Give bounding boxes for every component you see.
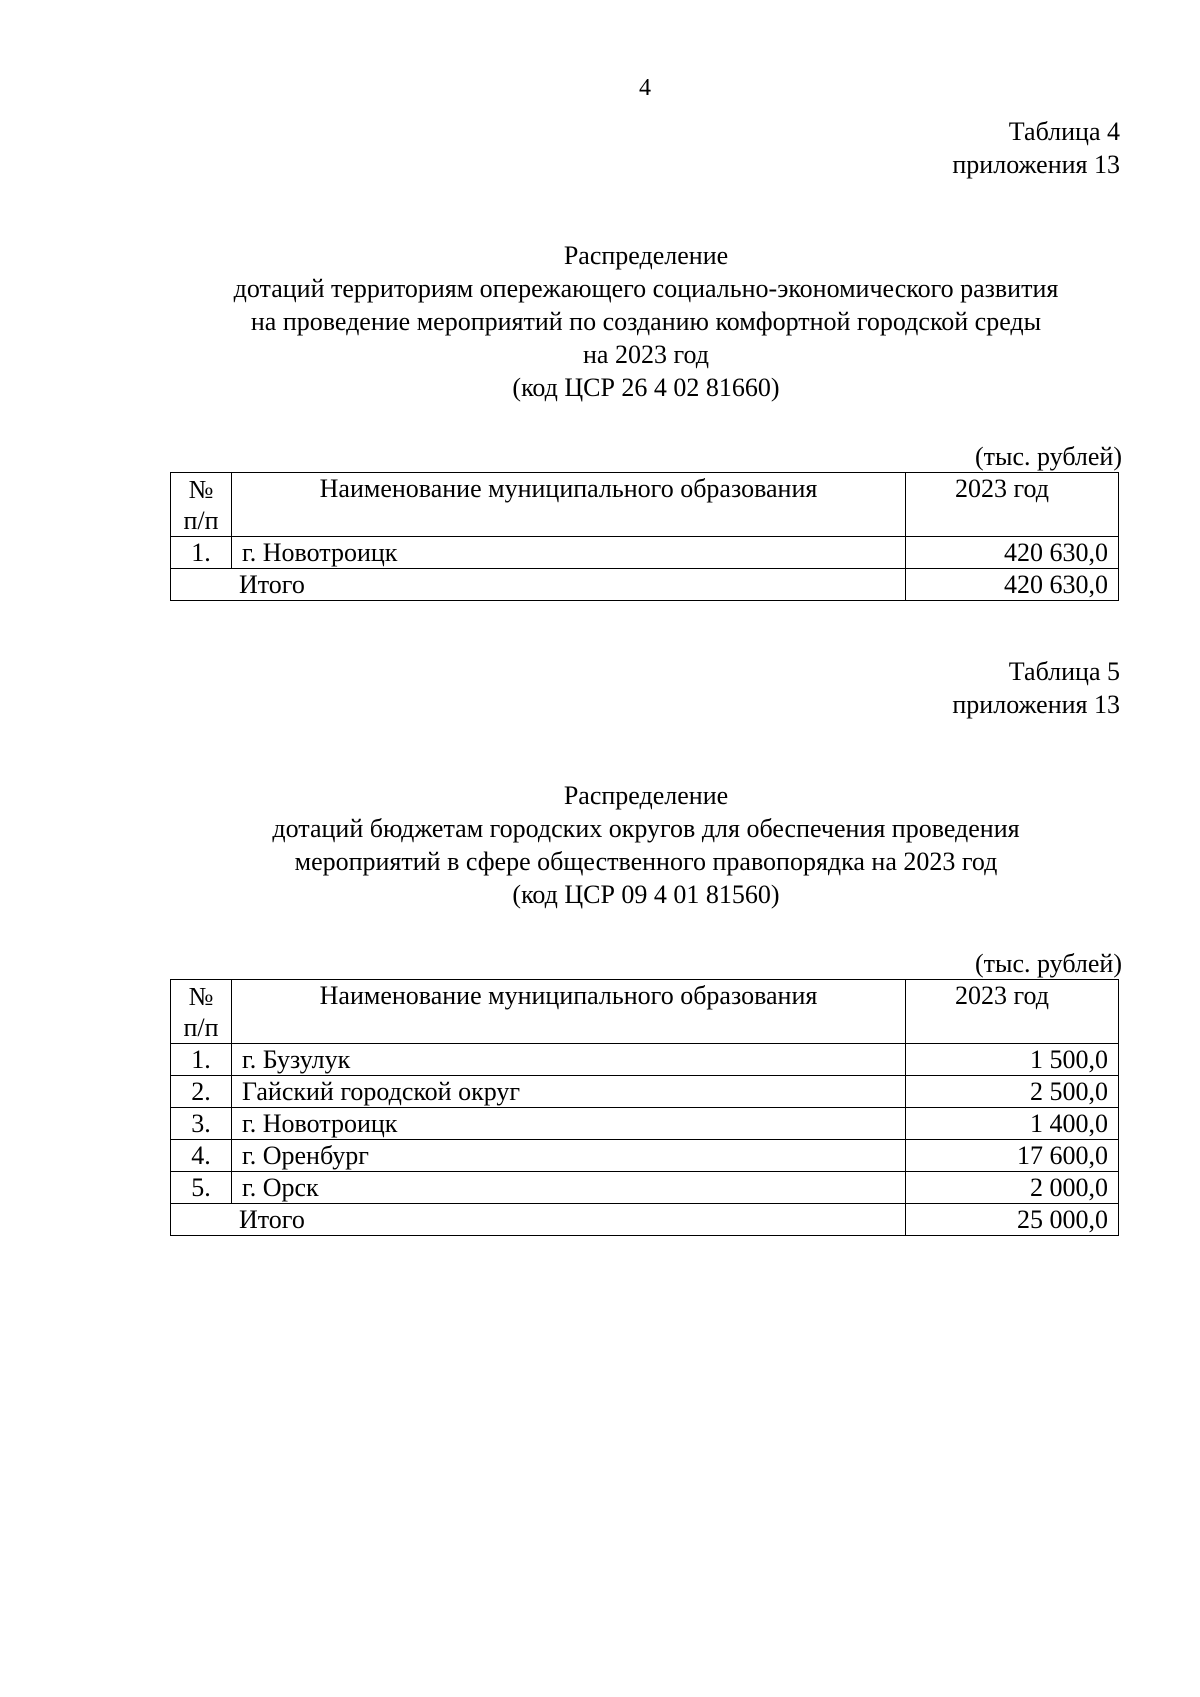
page-number: 4 xyxy=(639,75,651,101)
row-value: 1 500,0 xyxy=(906,1044,1119,1076)
row-name: г. Орск xyxy=(232,1172,906,1204)
title-line: дотаций бюджетам городских округов для обеспечения проведения xyxy=(272,814,1020,843)
row-value: 2 500,0 xyxy=(906,1076,1119,1108)
table-title xyxy=(170,239,1122,404)
table-caption xyxy=(170,655,1122,721)
units-label: (тыс. рублей) xyxy=(974,949,1122,978)
units-label: (тыс. рублей) xyxy=(974,442,1122,471)
table-5-section xyxy=(170,655,1122,1236)
distribution-table xyxy=(170,472,1119,601)
table-row xyxy=(171,1172,1119,1204)
title-line: на проведение мероприятий по созданию комфортной городской среды xyxy=(250,307,1042,336)
table-total-row xyxy=(171,1204,1119,1236)
row-value: 1 400,0 xyxy=(906,1108,1119,1140)
row-name: г. Бузулук xyxy=(232,1044,906,1076)
title-line: на 2023 год xyxy=(583,340,709,369)
total-label: Итого xyxy=(171,1204,906,1236)
table-title xyxy=(170,779,1122,911)
row-number: 1. xyxy=(171,537,232,569)
row-value: 420 630,0 xyxy=(906,537,1119,569)
header-number-line: п/п xyxy=(183,1013,219,1042)
header-name: Наименование муниципального образования xyxy=(232,980,906,1044)
row-name: г. Оренбург xyxy=(232,1140,906,1172)
title-line: дотаций территориям опережающего социально-экономического развития xyxy=(233,274,1059,303)
header-number-line: № xyxy=(188,475,214,504)
title-line: Распределение xyxy=(563,781,729,810)
total-value: 25 000,0 xyxy=(906,1204,1119,1236)
total-label: Итого xyxy=(171,569,906,601)
table-row xyxy=(171,1108,1119,1140)
table-header-row xyxy=(171,473,1119,537)
header-year: 2023 год xyxy=(906,980,1119,1044)
title-line: (код ЦСР 09 4 01 81560) xyxy=(512,880,780,909)
row-number: 3. xyxy=(171,1108,232,1140)
table-caption xyxy=(170,115,1122,181)
table-caption-number: Таблица 4 xyxy=(1008,117,1120,146)
table-caption-appendix: приложения 13 xyxy=(952,690,1120,719)
row-value: 17 600,0 xyxy=(906,1140,1119,1172)
table-row xyxy=(171,1140,1119,1172)
header-number-line: п/п xyxy=(183,506,219,535)
row-name: Гайский городской округ xyxy=(232,1076,906,1108)
header-name: Наименование муниципального образования xyxy=(232,473,906,537)
row-name: г. Новотроицк xyxy=(232,537,906,569)
row-number: 5. xyxy=(171,1172,232,1204)
header-year: 2023 год xyxy=(906,473,1119,537)
table-row xyxy=(171,1044,1119,1076)
total-value: 420 630,0 xyxy=(906,569,1119,601)
distribution-table xyxy=(170,979,1119,1236)
table-4-section xyxy=(170,115,1122,601)
row-value: 2 000,0 xyxy=(906,1172,1119,1204)
table-caption-appendix: приложения 13 xyxy=(952,150,1120,179)
table-header-row xyxy=(171,980,1119,1044)
title-line: (код ЦСР 26 4 02 81660) xyxy=(512,373,780,402)
table-total-row xyxy=(171,569,1119,601)
header-number-line: № xyxy=(188,982,214,1011)
row-number: 2. xyxy=(171,1076,232,1108)
header-number xyxy=(171,980,232,1044)
row-number: 4. xyxy=(171,1140,232,1172)
table-caption-number: Таблица 5 xyxy=(1008,657,1120,686)
row-number: 1. xyxy=(171,1044,232,1076)
title-line: Распределение xyxy=(563,241,729,270)
title-line: мероприятий в сфере общественного правопорядка на 2023 год xyxy=(294,847,998,876)
header-number xyxy=(171,473,232,537)
row-name: г. Новотроицк xyxy=(232,1108,906,1140)
table-row xyxy=(171,1076,1119,1108)
table-row xyxy=(171,537,1119,569)
